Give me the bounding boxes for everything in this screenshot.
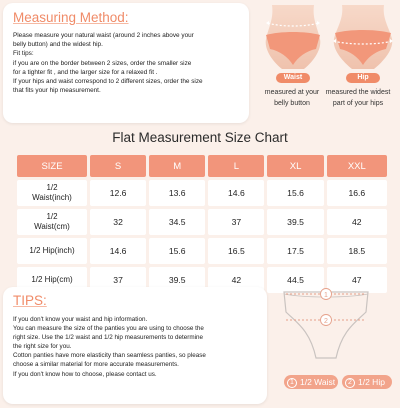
legend-waist bbox=[284, 375, 338, 389]
column-header-m: M bbox=[149, 155, 205, 177]
column-header-s: S bbox=[90, 155, 146, 177]
method-line: that fits your hip measurement. bbox=[13, 87, 101, 95]
table-row bbox=[17, 209, 387, 235]
table-cell: 16.5 bbox=[208, 238, 264, 264]
table-cell: 15.6 bbox=[149, 238, 205, 264]
table-cell: 47 bbox=[327, 267, 387, 293]
legend-hip bbox=[342, 375, 392, 389]
table-header-row bbox=[17, 155, 387, 177]
table-cell: 17.5 bbox=[267, 238, 323, 264]
legend-hip-label: 1/2 Hip bbox=[358, 377, 385, 387]
table-cell: 16.6 bbox=[327, 180, 387, 206]
table-row bbox=[17, 180, 387, 206]
tips-line: choose a similar material for more accurate measurements. bbox=[13, 361, 179, 369]
method-line: if you are on the border between 2 sizes, order the smaller size bbox=[13, 59, 192, 67]
hip-marker-number: 2 bbox=[324, 318, 328, 325]
measuring-method-title: Measuring Method: bbox=[13, 10, 129, 25]
tips-line: If you don't know how to choose, please contact us. bbox=[13, 370, 157, 378]
waist-figure-illustration bbox=[258, 3, 328, 73]
legend-waist-label: 1/2 Waist bbox=[300, 377, 336, 387]
tips-line: If you don't know your waist and hip information. bbox=[13, 316, 148, 323]
table-cell: 42 bbox=[327, 209, 387, 235]
row-label: 1/2 Waist(inch) bbox=[17, 180, 87, 206]
method-line: If your hips and waist correspond to 2 different sizes, order the size bbox=[13, 78, 203, 86]
row-label: 1/2 Waist(cm) bbox=[17, 209, 87, 235]
table-cell: 14.6 bbox=[208, 180, 264, 206]
method-line: Please measure your natural waist (around 2 inches above your bbox=[13, 32, 194, 39]
table-cell: 34.5 bbox=[149, 209, 205, 235]
table-cell: 37 bbox=[90, 267, 146, 293]
tips-line: You can measure the size of the panties you are using to choose the bbox=[13, 325, 204, 333]
waist-marker-number: 1 bbox=[324, 292, 328, 299]
column-header-xl: XL bbox=[267, 155, 323, 177]
row-label: 1/2 Hip(cm) bbox=[17, 267, 87, 293]
method-line: belly button) and the widest hip. bbox=[13, 41, 103, 49]
tips-line: Cotton panties have more elasticity than seamless panties, so please bbox=[13, 352, 206, 360]
legend-waist-number: 1 bbox=[287, 378, 297, 388]
table-cell: 13.6 bbox=[149, 180, 205, 206]
method-line: for a tighter fit , and the larger size for a relaxed fit . bbox=[13, 68, 158, 76]
table-cell: 42 bbox=[208, 267, 264, 293]
size-chart-title: Flat Measurement Size Chart bbox=[112, 130, 288, 145]
size-column-header: SIZE bbox=[17, 155, 87, 177]
table-cell: 39.5 bbox=[149, 267, 205, 293]
method-line: Fit tips: bbox=[13, 50, 34, 58]
table-cell: 32 bbox=[90, 209, 146, 235]
column-header-l: L bbox=[208, 155, 264, 177]
table-cell: 39.5 bbox=[267, 209, 323, 235]
measuring-method-text bbox=[13, 31, 241, 95]
waist-badge: Waist bbox=[276, 73, 310, 83]
table-cell: 44.5 bbox=[267, 267, 323, 293]
hip-caption: measured the widest part of your hips bbox=[325, 89, 391, 107]
measuring-method-card bbox=[3, 3, 249, 123]
legend-hip-number: 2 bbox=[345, 378, 355, 388]
waist-caption: measured at your belly button bbox=[264, 89, 320, 107]
table-row bbox=[17, 238, 387, 264]
column-header-xxl: XXL bbox=[327, 155, 387, 177]
tips-title: TIPS: bbox=[13, 293, 47, 308]
row-label: 1/2 Hip(inch) bbox=[17, 238, 87, 264]
table-cell: 37 bbox=[208, 209, 264, 235]
table-cell: 15.6 bbox=[267, 180, 323, 206]
size-chart-table bbox=[14, 152, 390, 296]
hip-figure-illustration bbox=[328, 3, 398, 73]
hip-badge: Hip bbox=[346, 73, 380, 83]
panties-measurement-illustration bbox=[276, 282, 376, 370]
tips-line: right size. Use the 1/2 waist and 1/2 hip measurements to determine bbox=[13, 334, 204, 342]
tips-card bbox=[3, 287, 267, 404]
table-cell: 14.6 bbox=[90, 238, 146, 264]
table-cell: 18.5 bbox=[327, 238, 387, 264]
table-cell: 12.6 bbox=[90, 180, 146, 206]
tips-text bbox=[13, 315, 259, 379]
tips-line: the right size for you. bbox=[13, 343, 72, 351]
